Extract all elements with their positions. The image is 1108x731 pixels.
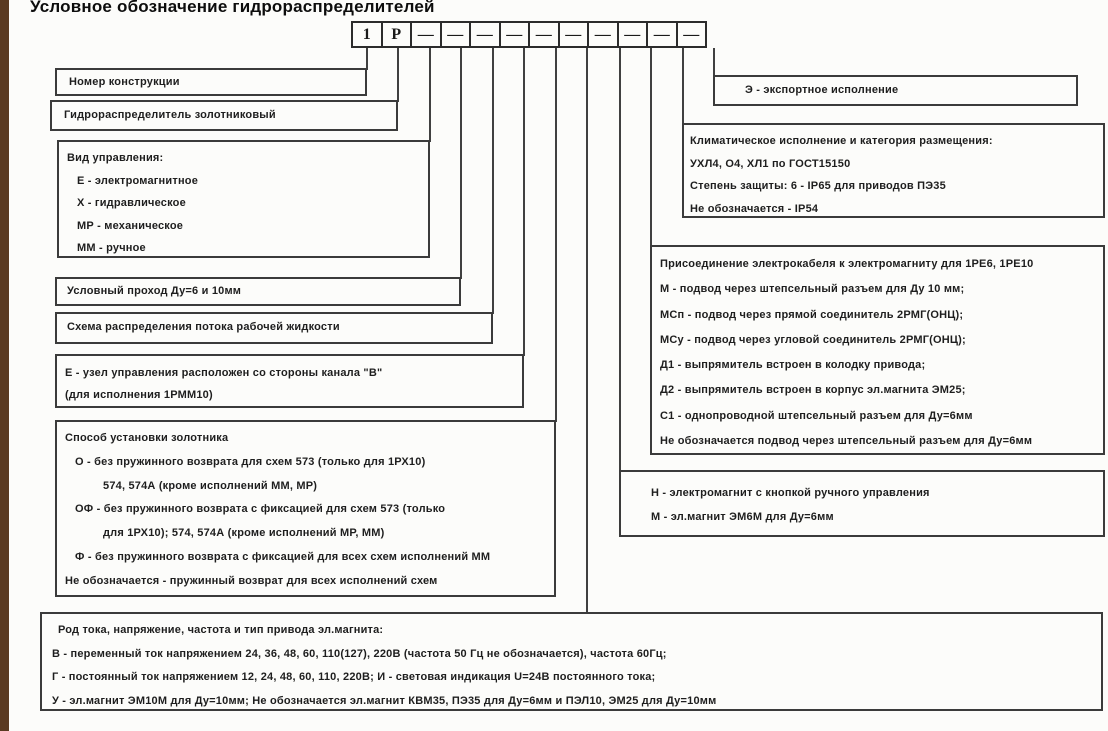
current-type-option: У - эл.магнит ЭМ10М для Ду=10мм; Не обозначается эл.магнит КВМ35, ПЭ35 для Ду=6мм и ПЭЛ10, ЭМ25 для Ду=10мм <box>52 694 717 707</box>
control-unit-line: (для исполнения 1РММ10) <box>65 389 213 401</box>
cable-connection-option: МСу - подвод через угловой соединитель 2РМГ(ОНЦ); <box>660 333 966 346</box>
code-cell-3: — <box>410 21 442 48</box>
box-manual-override <box>619 470 1105 537</box>
code-cell-11: — <box>646 21 678 48</box>
code-cell-10: — <box>617 21 649 48</box>
page-title: Условное обозначение гидрораспределителей <box>30 0 435 16</box>
box-export-version <box>713 75 1078 106</box>
control-unit-line: Е - узел управления расположен со стороны канала "В" <box>65 367 383 379</box>
code-cell-2: Р <box>381 21 413 48</box>
code-cell-6: — <box>499 21 531 48</box>
box-design-number-text: Номер конструкции <box>69 76 180 88</box>
code-cell-8: — <box>558 21 590 48</box>
box-control-type <box>57 140 430 258</box>
code-cell-9: — <box>587 21 619 48</box>
cable-connection-option: М - подвод через штепсельный разъем для Ду 10 мм; <box>660 283 965 296</box>
control-type-option: МР - механическое <box>77 219 184 232</box>
spool-install-header: Способ установки золотника <box>65 432 229 444</box>
current-type-option: В - переменный ток напряжением 24, 36, 48, 60, 110(127), 220В (частота 50 Гц не обозначается), частота 60Гц; <box>52 647 667 660</box>
cable-connection-header: Присоединение электрокабеля к электромагниту для 1РЕ6, 1РЕ10 <box>660 258 1034 270</box>
climatic-line: Не обозначается - IP54 <box>690 202 819 215</box>
box-valve-type <box>50 100 398 131</box>
left-accent-bar <box>0 0 9 731</box>
climatic-line: УХЛ4, О4, ХЛ1 по ГОСТ15150 <box>690 157 851 170</box>
code-cell-5: — <box>469 21 501 48</box>
box-control-unit-location <box>55 354 524 408</box>
control-type-option: Е - электромагнитное <box>77 174 199 187</box>
control-type-option: ММ - ручное <box>77 242 146 254</box>
manual-override-line: Н - электромагнит с кнопкой ручного управления <box>651 487 930 499</box>
box-design-number <box>55 68 367 96</box>
box-current-type <box>40 612 1103 711</box>
current-type-header: Род тока, напряжение, частота и тип привода эл.магнита: <box>58 624 384 636</box>
box-nominal-bore <box>55 277 461 306</box>
cable-connection-option: Д1 - выпрямитель встроен в колодку привода; <box>660 359 926 372</box>
box-spool-installation <box>55 420 556 597</box>
code-cell-1: 1 <box>351 21 383 48</box>
export-version-text: Э - экспортное исполнение <box>745 84 899 96</box>
cable-connection-option: С1 - однопроводной штепсельный разъем для Ду=6мм <box>660 409 973 422</box>
spool-install-option: 574, 574А (кроме исполнений ММ, МР) <box>103 479 318 492</box>
box-flow-scheme <box>55 312 493 344</box>
box-flow-scheme-text: Схема распределения потока рабочей жидкости <box>67 321 340 333</box>
cable-connection-option: Д2 - выпрямитель встроен в корпус эл.магнита ЭМ25; <box>660 384 966 397</box>
spool-install-option: Ф - без пружинного возврата с фиксацией для всех схем исполнений ММ <box>75 550 491 563</box>
box-cable-connection <box>650 245 1105 455</box>
code-cell-4: — <box>440 21 472 48</box>
box-nominal-bore-text: Условный проход Ду=6 и 10мм <box>67 285 242 297</box>
spool-install-option: О - без пружинного возврата для схем 573 (только для 1РХ10) <box>75 455 426 468</box>
code-cell-12: — <box>676 21 708 48</box>
spool-install-option: Не обозначается - пружинный возврат для всех исполнений схем <box>65 574 438 587</box>
box-climatic-version <box>682 123 1105 218</box>
manual-override-line: М - эл.магнит ЭМ6М для Ду=6мм <box>651 511 834 523</box>
cable-connection-option: МСп - подвод через прямой соединитель 2РМГ(ОНЦ); <box>660 308 964 321</box>
spool-install-option: для 1РХ10); 574, 574А (кроме исполнений МР, ММ) <box>103 527 385 540</box>
spool-install-option: ОФ - без пружинного возврата с фиксацией для схем 573 (только <box>75 503 446 516</box>
code-cell-7: — <box>528 21 560 48</box>
control-type-option: Х - гидравлическое <box>77 197 186 209</box>
current-type-option: Г - постоянный ток напряжением 12, 24, 48, 60, 110, 220В; И - световая индикация U=24В постоянного тока; <box>52 671 656 683</box>
designation-code-row <box>351 21 707 48</box>
cable-connection-option: Не обозначается подвод через штепсельный разъем для Ду=6мм <box>660 435 1033 448</box>
control-type-header: Вид управления: <box>67 152 164 164</box>
box-valve-type-text: Гидрораспределитель золотниковый <box>64 109 276 121</box>
climatic-line: Климатическое исполнение и категория размещения: <box>690 135 993 147</box>
climatic-line: Степень защиты: 6 - IP65 для приводов ПЭ35 <box>690 180 946 192</box>
